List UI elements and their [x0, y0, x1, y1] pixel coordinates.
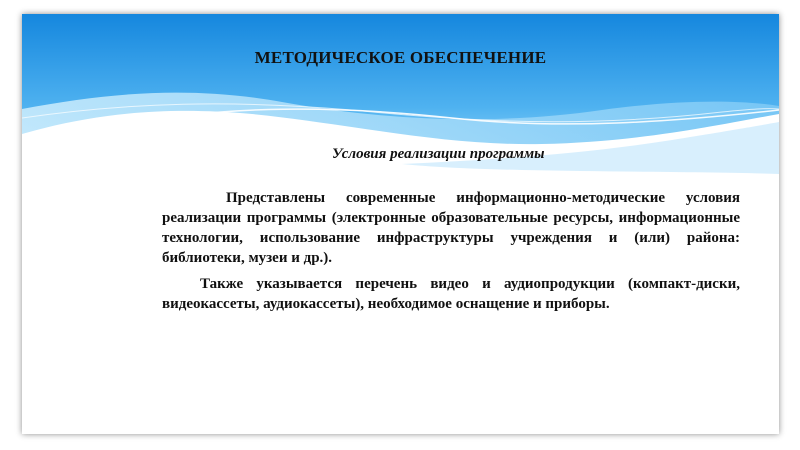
- body-paragraph: Также указывается перечень видео и аудиопродукции (компакт-диски, видеокассеты, аудиокассеты), необходимое оснащение и приборы.: [162, 276, 740, 312]
- slide-body: [162, 188, 740, 320]
- slide-subtitle: Условия реализации программы: [332, 146, 545, 162]
- slide-title: МЕТОДИЧЕСКОЕ ОБЕСПЕЧЕНИЕ: [254, 48, 547, 67]
- body-paragraph: Представлены современные информационно-методические условия реализации программы (электронные образовательные ресурсы, информационные технологии, использование инфраструктуры учреждения и (или) района: библиотеки, музеи и др.).: [162, 190, 740, 266]
- header-wave-background: [22, 14, 779, 214]
- slide: [22, 14, 779, 434]
